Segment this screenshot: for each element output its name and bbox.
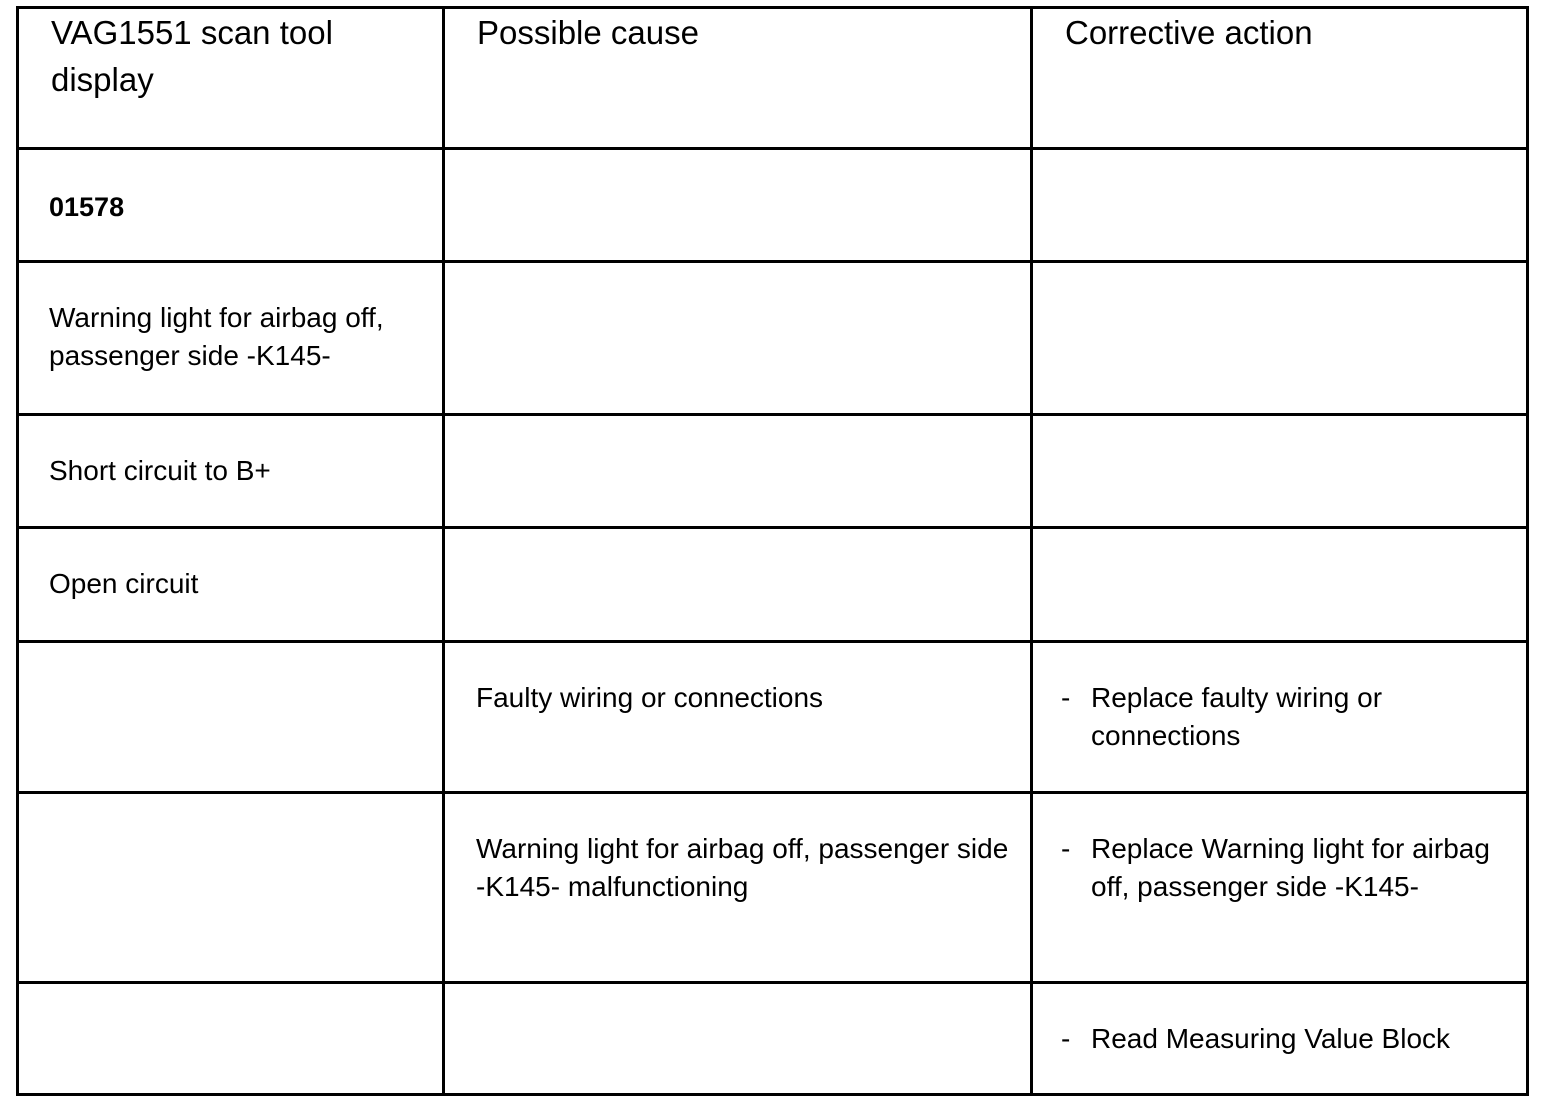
table-header-row [18, 8, 1528, 149]
fault-code-cell [18, 149, 444, 262]
action-item [1033, 794, 1526, 906]
header-scan-tool-display: VAG1551 scan tool display [18, 8, 444, 149]
empty-cell [18, 983, 444, 1095]
cause-cell [444, 793, 1032, 983]
empty-cell [1032, 262, 1528, 415]
header-corrective-action: Corrective action [1032, 8, 1528, 149]
empty-cell [444, 983, 1032, 1095]
action-cell [1032, 983, 1528, 1095]
fault-type-cell [18, 528, 444, 642]
bullet-dash: - [1061, 833, 1071, 864]
table-row [18, 262, 1528, 415]
table-row [18, 149, 1528, 262]
table-row [18, 793, 1528, 983]
action-read-measuring-value-block: Read Measuring Value Block [1091, 1023, 1451, 1054]
header-possible-cause: Possible cause [444, 8, 1032, 149]
cause-warning-light-malfunction: Warning light for airbag off, passenger side -K145- malfunctioning [476, 833, 1009, 902]
empty-cell [444, 415, 1032, 528]
cause-cell [444, 642, 1032, 793]
empty-cell [1032, 528, 1528, 642]
component-name-cell [18, 262, 444, 415]
empty-cell [444, 262, 1032, 415]
fault-type-cell [18, 415, 444, 528]
cause-faulty-wiring: Faulty wiring or connections [476, 682, 824, 713]
action-replace-warning-light: Replace Warning light for airbag off, passenger side -K145- [1091, 833, 1490, 902]
action-replace-wiring: Replace faulty wiring or connections [1091, 682, 1383, 751]
empty-cell [1032, 149, 1528, 262]
action-cell [1032, 793, 1528, 983]
fault-type-short-circuit: Short circuit to B+ [49, 455, 271, 486]
fault-code: 01578 [49, 192, 125, 222]
action-cell [1032, 642, 1528, 793]
table-row [18, 642, 1528, 793]
table-row [18, 528, 1528, 642]
fault-type-open-circuit: Open circuit [49, 568, 199, 599]
table-row [18, 983, 1528, 1095]
empty-cell [18, 642, 444, 793]
empty-cell [444, 149, 1032, 262]
empty-cell [18, 793, 444, 983]
component-name: Warning light for airbag off, passenger side -K145- [49, 302, 384, 371]
fault-table [16, 6, 1529, 1096]
bullet-dash: - [1061, 682, 1071, 713]
table-row [18, 415, 1528, 528]
action-item [1033, 984, 1526, 1058]
bullet-dash: - [1061, 1023, 1071, 1054]
empty-cell [444, 528, 1032, 642]
empty-cell [1032, 415, 1528, 528]
action-item [1033, 643, 1526, 755]
